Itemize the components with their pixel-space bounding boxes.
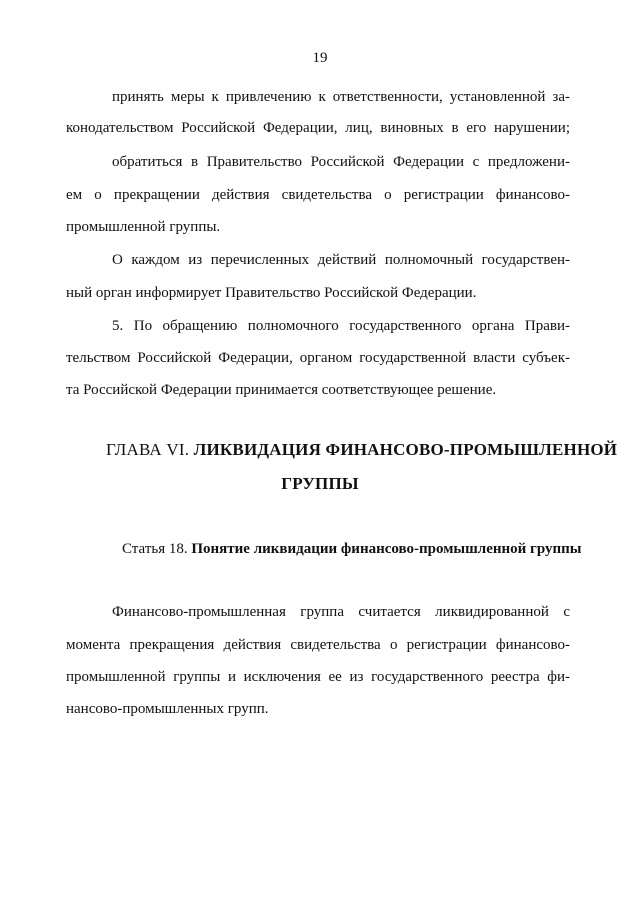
paragraph-line: обратиться в Правительство Российской Федерации с предложени- bbox=[112, 154, 570, 170]
page-number: 19 bbox=[312, 50, 328, 66]
paragraph-line: О каждом из перечисленных действий полномочный государствен- bbox=[112, 252, 570, 268]
paragraph-line: тельством Российской Федерации, органом государственной власти субъек- bbox=[66, 350, 570, 366]
paragraph-line: ем о прекращении действия свидетельства о регистрации финансово- bbox=[66, 187, 570, 203]
paragraph-line: конодательством Российской Федерации, лиц, виновных в его нарушении; bbox=[66, 120, 570, 136]
chapter-title-continuation: ГРУППЫ bbox=[281, 474, 359, 493]
article-title: Понятие ликвидации финансово-промышленной группы bbox=[191, 541, 582, 557]
chapter-heading bbox=[106, 441, 617, 459]
paragraph-line: промышленной группы и исключения ее из государственного реестра фи- bbox=[66, 669, 570, 685]
paragraph-line: принять меры к привлечению к ответственности, установленной за- bbox=[112, 89, 570, 105]
paragraph-line: момента прекращения действия свидетельства о регистрации финансово- bbox=[66, 637, 570, 653]
paragraph-line: ный орган информирует Правительство Российской Федерации. bbox=[66, 285, 477, 301]
paragraph-line: 5. По обращению полномочного государственного органа Прави- bbox=[112, 318, 570, 334]
article-heading bbox=[122, 540, 582, 558]
chapter-title: ЛИКВИДАЦИЯ ФИНАНСОВО-ПРОМЫШЛЕННОЙ bbox=[193, 440, 618, 459]
chapter-prefix: ГЛАВА VI. bbox=[106, 440, 190, 459]
article-prefix: Статья 18. bbox=[122, 541, 188, 557]
paragraph-line: промышленной группы. bbox=[66, 219, 221, 235]
paragraph-line: Финансово-промышленная группа считается ликвидированной с bbox=[112, 604, 570, 620]
paragraph-line: нансово-промышленных групп. bbox=[66, 701, 269, 717]
paragraph-line: та Российской Федерации принимается соответствующее решение. bbox=[66, 382, 497, 398]
